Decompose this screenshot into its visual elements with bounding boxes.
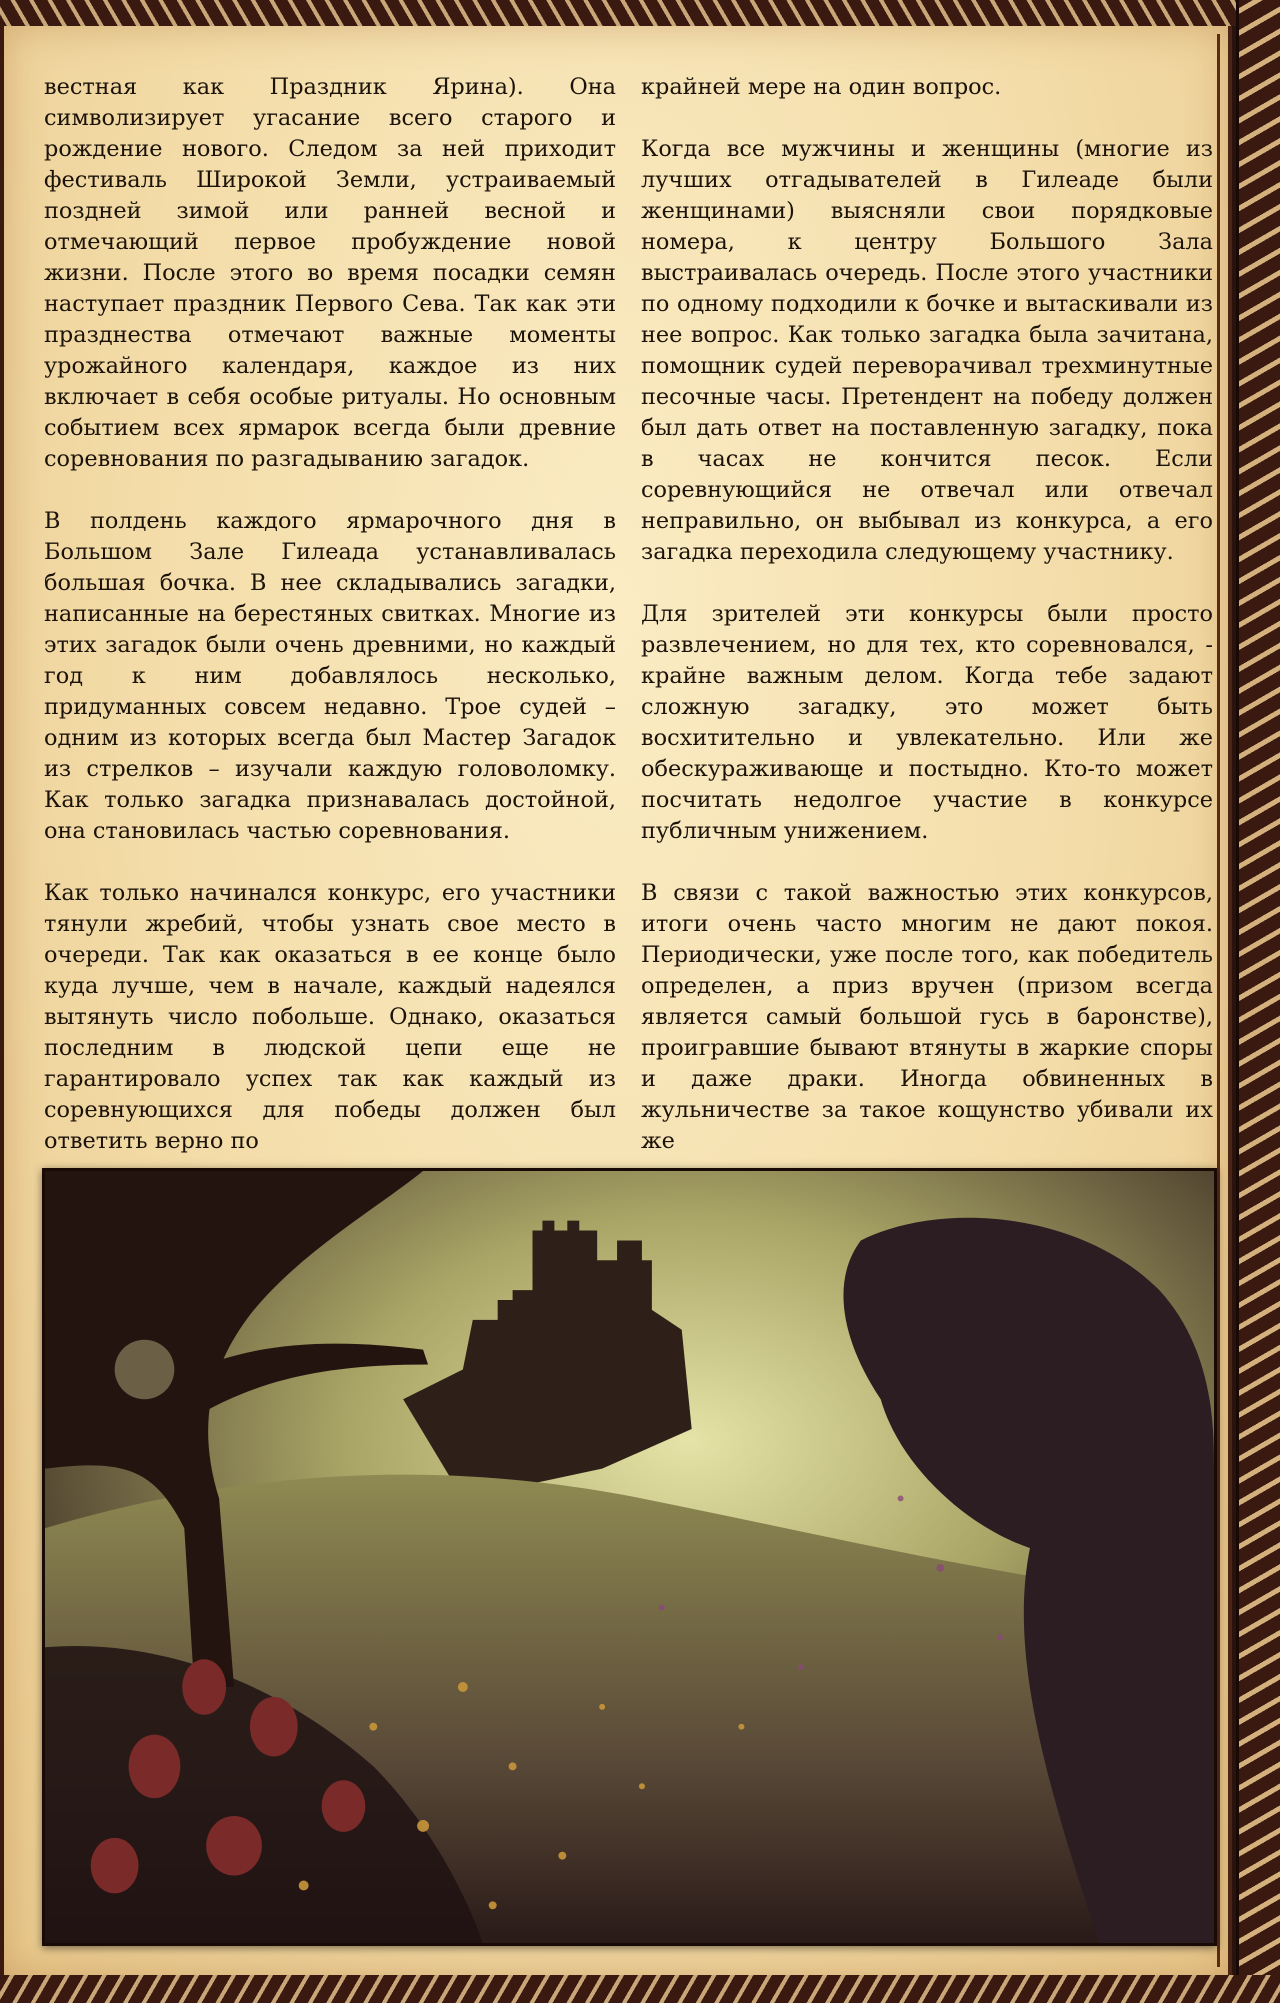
paragraph: вестная как Праздник Ярина). Она символизирует угасание всего старого и рождение нового. Следом за ней приходит фестиваль Широкой Земли, устраиваемый поздней зимой или ранней весной и отмечающий первое пробуждение новой жизни. После этого во время посадки семян наступает праздник Первого Сева. Так как эти празднества отмечают важные моменты урожайного календаря, каждое из них включает в себя особые ритуалы. Но основным событием всех ярмарок всегда были древние соревнования по разгадыванию загадок.	[44, 74, 616, 472]
decorative-border-top	[0, 0, 1280, 26]
text-column-left	[44, 72, 616, 1157]
page-border-rule	[1217, 34, 1220, 1967]
text-column-right	[641, 72, 1213, 1157]
paragraph: В связи с такой важностью этих конкурсов, итоги очень часто многим не дают покоя. Периодически, уже после того, как победитель определен, а приз вручен (призом всегда является самый большой гусь в баронстве), проигравшие бывают втянуты в жаркие споры и даже драки. Иногда обвиненных в жульничестве за такое кощунство убивали их же	[641, 880, 1213, 1154]
paragraph: крайней мере на один вопрос.	[641, 74, 1002, 100]
paragraph: В полдень каждого ярмарочного дня в Большом Зале Гилеада устанавливалась большая бочка. В нее складывались загадки, написанные на берестяных свитках. Многие из этих загадок были очень древними, но каждый год к ним добавлялось несколько, придуманных совсем недавно. Трое судей – одним из которых всегда был Мастер Загадок из стрелков – изучали каждую головоломку. Как только загадка признавалась достойной, она становилась частью соревнования.	[44, 508, 616, 844]
parchment-page	[4, 26, 1232, 1975]
paragraph: Как только начинался конкурс, его участники тянули жребий, чтобы узнать свое место в очереди. Так как оказаться в ее конце было куда лучше, чем в начале, каждый надеялся вытянуть число побольше. Однако, оказаться последним в людской цепи еще не гарантировало успех так как каждый из соревнующихся для победы должен был ответить верно по	[44, 880, 616, 1154]
decorative-border-bottom	[0, 1975, 1280, 2003]
paragraph: Для зрителей эти конкурсы были просто развлечением, но для тех, кто соревновался, - крайне важным делом. Когда тебе задают сложную загадку, это может быть восхитительно и увлекательно. Или же обескураживающе и постыдно. Кто-то может посчитать недолгое участие в конкурсе публичным унижением.	[641, 601, 1213, 844]
illustration-canvas	[45, 1171, 1214, 1943]
castle-landscape-illustration	[42, 1168, 1217, 1946]
decorative-border-right	[1236, 0, 1280, 2003]
light-glow	[115, 1340, 175, 1400]
paragraph: Когда все мужчины и женщины (многие из лучших отгадывателей в Гилеаде были женщинами) выясняли свои порядковые номера, к центру Большого Зала выстраивалась очередь. После этого участники по одному подходили к бочке и вытаскивали из нее вопрос. Как только загадка была зачитана, помощник судей переворачивал трехминутные песочные часы. Претендент на победу должен был дать ответ на поставленную загадку, пока в часах не кончится песок. Если соревнующийся не отвечал или отвечал неправильно, он выбывал из конкурса, а его загадка переходила следующему участнику.	[641, 136, 1213, 565]
